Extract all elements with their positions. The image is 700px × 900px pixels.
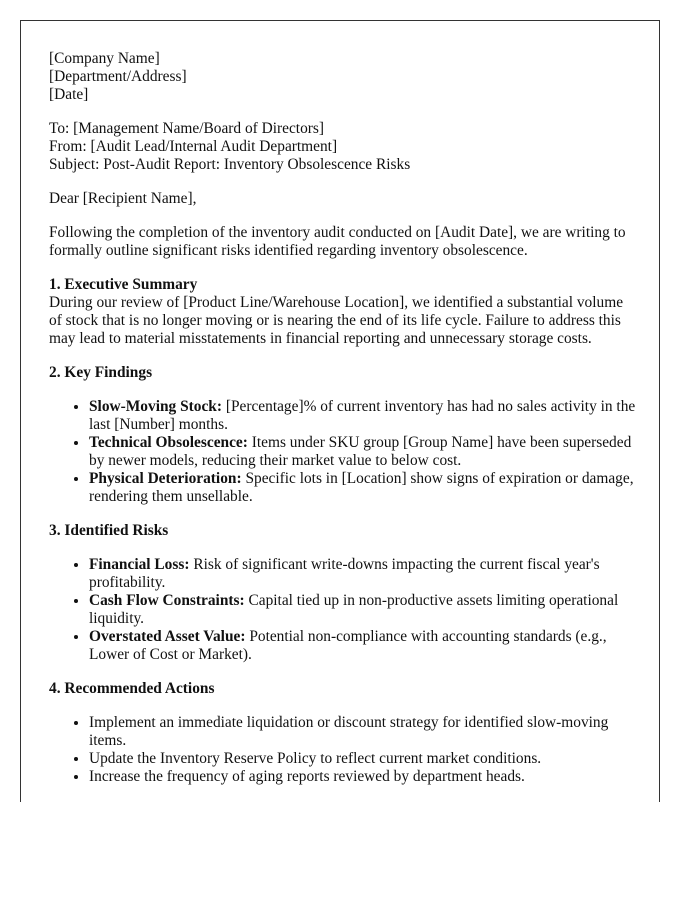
item-label: Overstated Asset Value: — [89, 628, 246, 645]
list-item — [89, 556, 639, 592]
letterhead — [49, 50, 639, 104]
item-label: Physical Deterioration: — [89, 470, 242, 487]
department-address: [Department/Address] — [49, 68, 187, 85]
memo-header — [49, 120, 639, 174]
list-item: • Increase the frequency of aging reports reviewed by department heads. — [89, 768, 639, 786]
section-executive-summary — [49, 276, 639, 348]
item-label: Technical Obsolescence: — [89, 434, 248, 451]
item-text: Capital tied up in non-productive assets limiting operational liquidity. — [89, 592, 619, 627]
findings-list — [49, 398, 639, 506]
section-title: 2. Key Findings — [49, 364, 153, 381]
letter-body — [49, 50, 639, 802]
section-key-findings — [49, 364, 639, 506]
actions-list — [49, 714, 639, 786]
intro-block — [49, 224, 639, 260]
risks-list — [49, 556, 639, 664]
section-title: 3. Identified Risks — [49, 522, 169, 539]
list-item: • Update the Inventory Reserve Policy to reflect current market conditions. — [89, 750, 639, 768]
memo-from: From: [Audit Lead/Internal Audit Department] — [49, 138, 338, 155]
salutation: Dear [Recipient Name], — [49, 190, 197, 207]
section-title: 4. Recommended Actions — [49, 680, 215, 697]
company-name: [Company Name] — [49, 50, 160, 67]
item-label: Cash Flow Constraints: — [89, 592, 245, 609]
list-item — [89, 628, 639, 664]
section-identified-risks — [49, 522, 639, 664]
item-label: Financial Loss: — [89, 556, 190, 573]
item-text: [Percentage]% of current inventory has had no sales activity in the last [Number] months. — [89, 398, 636, 433]
memo-to: To: [Management Name/Board of Directors] — [49, 120, 325, 137]
list-item: • Implement an immediate liquidation or discount strategy for identified slow-moving items. — [89, 714, 639, 750]
item-text: Specific lots in [Location] show signs of expiration or damage, rendering them unsellable. — [89, 470, 634, 505]
section-body: During our review of [Product Line/Warehouse Location], we identified a substantial volume of stock that is no longer moving or is nearing the end of its life cycle. Failure to address this may lead to material misstatements in financial reporting and unnecessary storage costs. — [49, 294, 624, 347]
salutation-block — [49, 190, 639, 208]
item-label: Slow-Moving Stock: — [89, 398, 222, 415]
section-recommended-actions — [49, 680, 639, 786]
item-text: Items under SKU group [Group Name] have been superseded by newer models, reducing their market value to below cost. — [89, 434, 632, 469]
letter-date: [Date] — [49, 86, 89, 103]
list-item — [89, 398, 639, 434]
list-item — [89, 592, 639, 628]
document-frame — [20, 20, 660, 802]
section-title: 1. Executive Summary — [49, 276, 198, 293]
intro-paragraph: Following the completion of the inventory audit conducted on [Audit Date], we are writing to formally outline significant risks identified regarding inventory obsolescence. — [49, 224, 626, 259]
item-text: Potential non-compliance with accounting standards (e.g., Lower of Cost or Market). — [89, 628, 607, 663]
item-text: Risk of significant write-downs impacting the current fiscal year's profitability. — [89, 556, 600, 591]
list-item — [89, 470, 639, 506]
memo-subject: Subject: Post-Audit Report: Inventory Obsolescence Risks — [49, 156, 411, 173]
list-item — [89, 434, 639, 470]
